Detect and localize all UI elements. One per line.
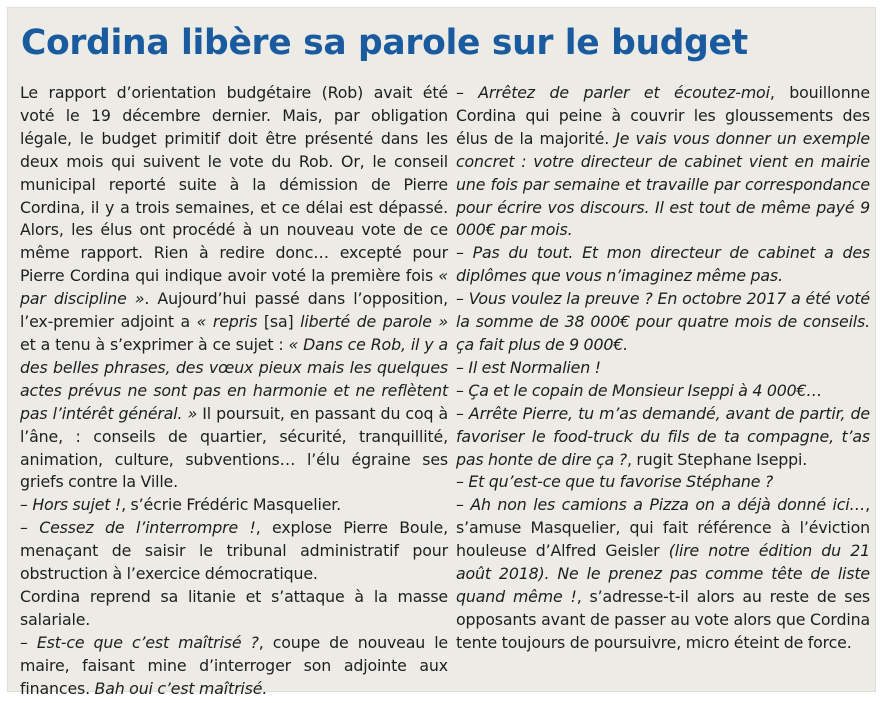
text-run: , rugit Stephane Iseppi. [626, 449, 808, 469]
article [7, 7, 876, 698]
paragraph: Cordina reprend sa litanie et s’attaque à la masse salariale. [20, 586, 448, 629]
quote-run: (lire notre édition du 21 août 2018). Ne le prenez pas comme tête de liste quand même ! [456, 541, 870, 606]
quote-run: – Ah non les camions a Pizza on a déjà donné ici… [456, 495, 866, 515]
paragraph [456, 471, 870, 494]
quote-run: Bah oui c’est maîtrisé. [94, 678, 268, 698]
text-run: Il poursuit, en passant du coq à l’âne, : conseils de quartier, sécurité, tranquillité, animation, culture, subventions… l’élu égraine ses griefs contre la Ville. [20, 403, 448, 492]
text-run: , s’adresse-t-il alors au reste de ses opposants avant de passer au vote alors que Cordina tente toujours de poursuivre, micro éteint de force. [456, 586, 870, 652]
left-column [20, 82, 448, 700]
quote-run: – Est-ce que c’est maîtrisé ? [20, 632, 259, 652]
text-run: , bouillonne Cordina qui peine à couvrir les gloussements des élus de la majorité. [456, 83, 870, 148]
text-run: , s’écrie Frédéric Masquelier. [121, 495, 342, 515]
paragraph [456, 288, 870, 357]
paragraph [20, 517, 448, 586]
paragraph [456, 82, 870, 242]
quote-run: – Ça et le copain de Monsieur Iseppi à 4 000€… [456, 380, 823, 400]
quote-run: « par discipline » [20, 266, 448, 309]
text-run: . Aujourd’hui passé dans l’opposition, l’ex-premier adjoint a [20, 289, 448, 332]
text-run: Le rapport d’orientation budgétaire (Rob) avait été voté le 19 décembre dernier. Mais, par obligation légale, le budget primitif doit être présenté dans les deux mois qui suivent le vote du Rob. Or, le conseil municipal reporté suite à la démission de Pierre Cordina, il y a trois semaines, et ce délai est dépassé. Alors, les élus ont procédé à un nouveau vote de ce même rapport. Rien à redire donc… excepté pour Pierre Cordina qui indique avoir voté la première fois [20, 83, 448, 286]
quote-run: – Arrêtez de parler et écoutez-moi [456, 83, 770, 102]
quote-run: Je vais vous donner un exemple concret : votre directeur de cabinet vient en mairie une fois par semaine et travaille par correspondance pour écrire vos discours. Il est tout de même payé 9 000€ par mois. [456, 128, 871, 240]
quote-run: – Vous voulez la preuve ? En octobre 2017 a été voté la somme de 38 000€ pour quatre mois de conseils. ça fait plus de 9 000€. [456, 289, 870, 354]
quote-run: « repris [196, 312, 264, 332]
quote-run: – Cessez de l’interrompre ! [20, 518, 256, 538]
paragraph [456, 242, 870, 288]
text-run: , coupe de nouveau le maire, faisant mine d’interroger son adjointe aux finances. [20, 632, 449, 698]
quote-run: – Pas du tout. Et mon directeur de cabinet a des diplômes que vous n’imaginez même pas. [456, 243, 870, 286]
headline: Cordina libère sa parole sur le budget [21, 23, 748, 63]
paragraph [456, 380, 870, 403]
text-run: [sa] [263, 312, 301, 332]
text-run: , s’amuse Masquelier, qui fait référence à l’éviction houleuse d’Alfred Geisler [456, 495, 870, 561]
quote-run: – Et qu’est-ce que tu favorise Stéphane ? [456, 472, 774, 492]
paragraph [20, 494, 448, 517]
paragraph [456, 403, 870, 472]
paragraph [20, 82, 448, 494]
right-column [456, 82, 870, 655]
quote-run: « Dans ce Rob, il y a des belles phrases, des vœux pieux mais les quelques actes prévus ne sont pas en harmonie et ne reflètent pas l’intérêt général. » [20, 334, 448, 423]
paragraph [456, 494, 870, 654]
paragraph [20, 632, 448, 701]
quote-run: – Arrête Pierre, tu m’as demandé, avant de partir, de favoriser le food-truck du fils de ta compagne, t’as pas honte de dire ça ? [456, 403, 870, 469]
quote-run: – Il est Normalien ! [456, 357, 601, 377]
text-run: , explose Pierre Boule, menaçant de saisir le tribunal administratif pour obstruction à l’exercice démocratique. [20, 518, 448, 584]
text-run: et a tenu à s’exprimer à ce sujet : [20, 334, 289, 354]
quote-run: – Hors sujet ! [20, 495, 122, 515]
paragraph [456, 357, 870, 380]
quote-run: liberté de parole » [300, 312, 448, 332]
